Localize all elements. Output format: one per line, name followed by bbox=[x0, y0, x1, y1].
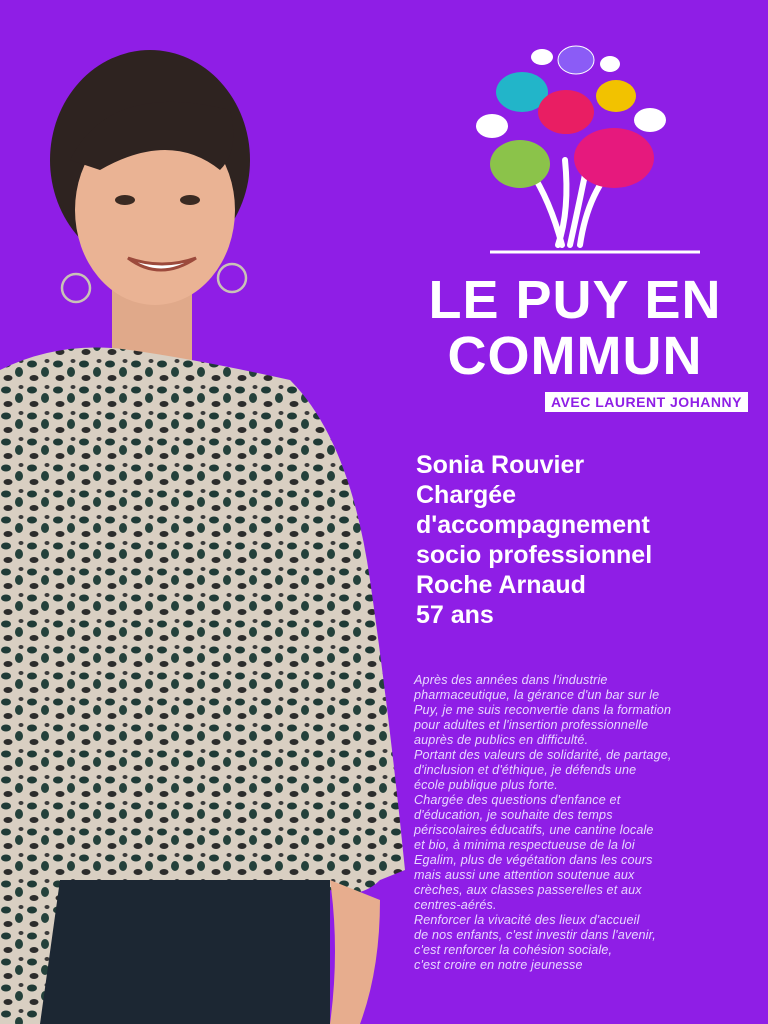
candidate-portrait bbox=[0, 20, 420, 1024]
bio-line: et bio, à minima respectueuse de la loi bbox=[414, 838, 635, 852]
bio-line: pour adultes et l'insertion professionnelle bbox=[414, 718, 649, 732]
candidate-role-line2: d'accompagnement bbox=[416, 511, 650, 539]
candidate-neighborhood: Roche Arnaud bbox=[416, 571, 586, 599]
bio-line: auprès de publics en difficulté. bbox=[414, 733, 589, 747]
logo-title-line1: LE PUY EN bbox=[428, 270, 722, 330]
candidate-bio bbox=[414, 673, 759, 973]
bio-line: c'est croire en notre jeunesse bbox=[414, 958, 583, 972]
candidate-role-line1: Chargée bbox=[416, 481, 517, 509]
bio-line: Chargée des questions d'enfance et bbox=[414, 793, 621, 807]
bio-line: Portant des valeurs de solidarité, de partage, bbox=[414, 748, 672, 762]
bio-line: mais aussi une attention soutenue aux bbox=[414, 868, 635, 882]
bio-line: d'inclusion et d'éthique, je défends une bbox=[414, 763, 637, 777]
candidate-age: 57 ans bbox=[416, 601, 494, 629]
logo-title-line2: COMMUN bbox=[447, 326, 703, 386]
bio-line: d'éducation, je souhaite des temps bbox=[414, 808, 613, 822]
bio-line: Puy, je me suis reconvertie dans la formation bbox=[414, 703, 672, 717]
logo-tagline: AVEC LAURENT JOHANNY bbox=[545, 392, 748, 412]
bio-line: Renforcer la vivacité des lieux d'accueil bbox=[414, 913, 640, 927]
bio-line: périscolaires éducatifs, une cantine locale bbox=[414, 823, 654, 837]
bio-line: école publique plus forte. bbox=[414, 778, 558, 792]
candidate-role-line3: socio professionnel bbox=[416, 541, 653, 569]
candidate-name: Sonia Rouvier bbox=[416, 451, 585, 479]
bio-line: c'est renforcer la cohésion sociale, bbox=[414, 943, 613, 957]
candidate-info bbox=[416, 450, 756, 630]
bio-line: de nos enfants, c'est investir dans l'avenir, bbox=[414, 928, 656, 942]
logo-tree-icon bbox=[470, 40, 720, 260]
bio-line: centres-aérés. bbox=[414, 898, 497, 912]
bio-line: Egalim, plus de végétation dans les cours bbox=[414, 853, 653, 867]
logo-title bbox=[410, 272, 740, 384]
bio-line: pharmaceutique, la gérance d'un bar sur le bbox=[414, 688, 660, 702]
bio-line: crèches, aux classes passerelles et aux bbox=[414, 883, 642, 897]
bio-line: Après des années dans l'industrie bbox=[414, 673, 608, 687]
